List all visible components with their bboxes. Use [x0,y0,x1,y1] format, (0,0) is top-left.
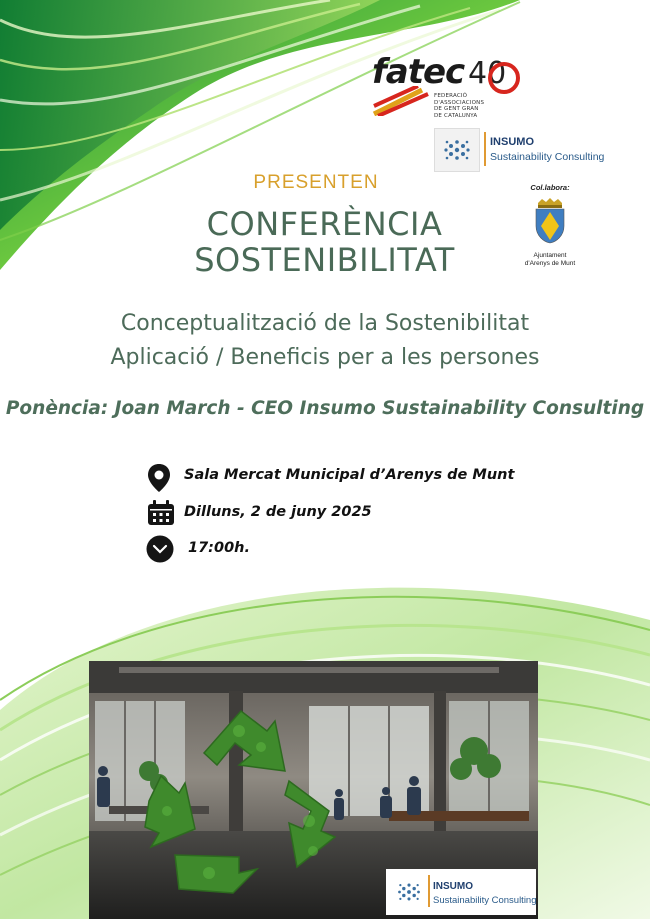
location-pin-icon [146,463,172,493]
speaker-line: Ponència: Joan March - CEO Insumo Sustainability Consulting [5,398,645,419]
subtitle-line-2: Aplicació / Beneficis per a les persones [110,345,540,370]
insumo-logo [434,128,614,172]
clock-icon [146,535,174,563]
divider [484,132,486,166]
anniversary-ring-icon [488,62,520,94]
collaborator-label: Col.labora: [530,183,570,192]
collaborator-name: Ajuntament d'Arenys de Munt [524,252,576,267]
insumo-emblem-icon [434,128,480,172]
fatec-logo [372,52,522,120]
office-recycling-photo [89,661,538,919]
insumo-tagline: Sustainability Consulting [433,895,537,906]
fatec-wordmark: fatec [372,52,465,92]
intro-heading: PRESENTEN [253,172,379,193]
insumo-logo-overlay [386,869,536,915]
insumo-emblem-icon [390,873,428,911]
date-text: Dilluns, 2 de juny 2025 [184,504,372,520]
insumo-name: INSUMO [433,881,473,892]
location-text: Sala Mercat Municipal d’Arenys de Munt [184,467,515,483]
time-text: 17:00h. [188,540,250,556]
subtitle-line-1: Conceptualització de la Sostenibilitat [120,311,530,336]
calendar-icon [147,500,175,526]
insumo-tagline: Sustainability Consulting [490,151,605,163]
fatec-tagline: FEDERACIÓ D'ASSOCIACIONS DE GENT GRAN DE CATALUNYA [434,93,485,119]
conference-title: CONFERÈNCIA SOSTENIBILITAT [194,205,455,279]
divider [428,875,430,907]
insumo-name: INSUMO [490,136,534,148]
anniversary-number: 40 [468,56,507,91]
